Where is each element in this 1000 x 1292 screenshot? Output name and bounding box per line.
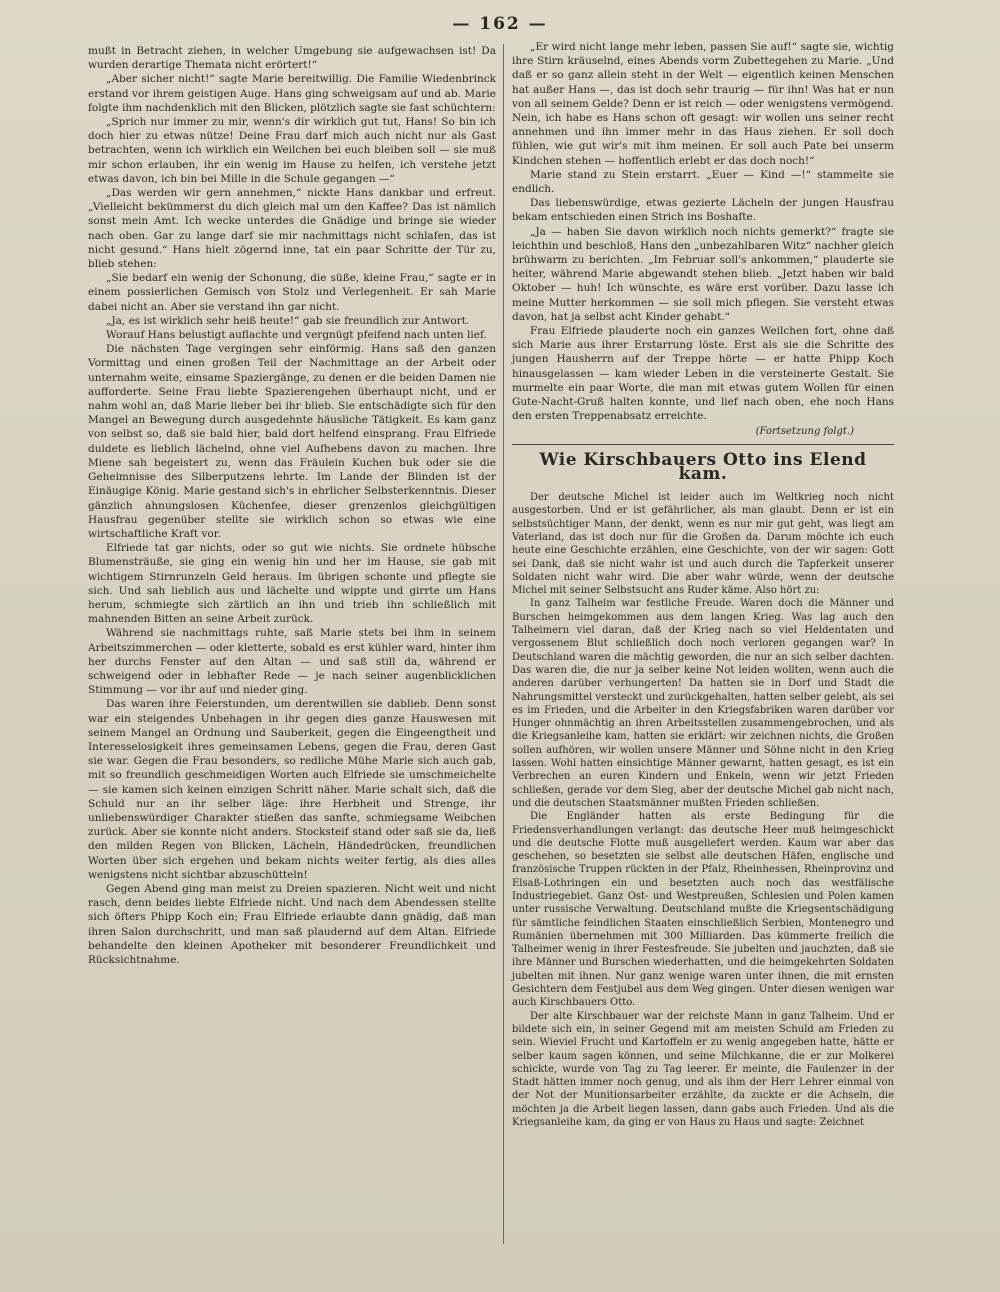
story-body <box>512 491 894 1129</box>
paragraph: „Ja, es ist wirklich sehr heiß heute!“ gab sie freundlich zur Antwort. <box>106 314 470 327</box>
page-number: — 162 — <box>452 14 548 34</box>
paragraph: „Sprich nur immer zu mir, wenn's dir wirklich gut tut, Hans! So bin ich doch hier zu etwas nütze! Deine Frau darf mich auch nicht nur als Gast betrachten, wenn ich wirklich ein Weilchen bei euch bleiben soll — sie muß mir schon erlauben, ihr ein wenig im Hause zu helfen, ich verstehe jetzt etwas davon, ich bin bei Mille in die Schule gegangen —“ <box>88 116 496 185</box>
paragraph: „Ja — haben Sie davon wirklich noch nichts gemerkt?“ fragte sie leichthin und beschloß, Hans den „unbezahlbaren Witz“ nachher gleich brühwarm zu berichten. „Im Februar soll's ankommen,“ plauderte sie heiter, während Marie abgewandt stehen blieb. „Jetzt haben wir bald Oktober — huh! Ich wünschte, es wäre erst vorüber. Dazu lasse ich meine Mutter herkommen — sie soll mich pflegen. Sie versteht etwas davon, hat ja selbst acht Kinder gehabt.“ <box>512 225 894 323</box>
paragraph: mußt in Betracht ziehen, in welcher Umgebung sie aufgewachsen ist! Da wurden derartige Themata nicht erörtert!“ <box>88 45 496 72</box>
paragraph: Der alte Kirschbauer war der reichste Mann in ganz Talheim. Und er bildete sich ein, in seiner Gegend mit am meisten Schuld am Frieden zu sein. Wieviel Frucht und Kartoffeln er zu wenig angegeben hatte, hätte er selber kaum sagen können, und seine Milchkanne, die er zur Molkerei schickte, wurde von Tag zu Tag leerer. Er meinte, die Faulenzer in der Stadt hätten immer noch genug, und als ihm der Herr Lehrer einmal von der Not der Munitionsarbeiter erzählte, da zuckte er die Achseln, die möchten ja die Arbeit liegen lassen, dann gabs auch Frieden. Und als die Kriegsanleihe kam, da ging er von Haus zu Haus und sagte: Zeichnet <box>512 1010 894 1129</box>
continuation-note: (Fortsetzung folgt.) <box>755 426 854 438</box>
paragraph: Der deutsche Michel ist leider auch im Weltkrieg noch nicht ausgestorben. Und er ist gefährlicher, als man glaubt. Denn er ist ein selbstsüchtiger Mann, der denkt, wenn es nur mir gut geht, was liegt am Vaterland, das ist doch nur für die Großen da. Darum möchte ich euch heute eine Geschichte erzählen, eine Geschichte, von der wir sagen: Gott sei Dank, daß sie nicht wahr ist und auch durch die Tapferkeit unserer Soldaten nicht wahr wird. Die aber wahr würde, wenn der deutsche Michel mit seiner Selbstsucht ans Ruder käme. Also hört zu: <box>512 492 894 597</box>
story-title: Wie Kirschbauers Otto ins Elend kam. <box>539 449 867 484</box>
paragraph: Das waren ihre Feierstunden, um derentwillen sie dablieb. Denn sonst war ein steigendes Unbehagen in ihr gegen dies ganze Hauswesen mit seinem Mangel an Ordnung und Sauberkeit, gegen die Eingeengtheit und Interesselosigkeit ihres gemeinsamen Lebens, gegen die Frau, deren Gast sie war. Gegen die Frau besonders, so redliche Mühe Marie sich auch gab, mit so freundlich geschmeidigen Worten auch Elfriede sie umschmeichelte — sie kamen sich keinen einzigen Schritt näher. Marie schalt sich, daß die Schuld nur an ihr selber läge: ihre Herbheit und Strenge, ihr unliebenswürdiger Charakter stießen das sanfte, schmiegsame Weibchen zurück. Aber sie konnte nicht anders. Stocksteif stand oder saß sie da, ließ den milden Regen von Blicken, Lächeln, Händedrücken, freundlichen Worten über sich ergehen und bekam nichts weiter fertig, als dies alles wenigstens nicht sichtbar abzuschütteln! <box>88 698 496 881</box>
paragraph: Marie stand zu Stein erstarrt. „Euer — Kind —!“ stammelte sie endlich. <box>512 168 894 196</box>
column-divider <box>503 44 504 1244</box>
paragraph: In ganz Talheim war festliche Freude. Waren doch die Männer und Burschen heimgekommen aus dem langen Krieg. Was lag auch den Talheimern viel daran, daß der Krieg nach so viel Heldentaten und vergossenem Blut schließlich doch noch verloren gegangen war? In Deutschland waren die mächtig geworden, die nur an sich selber dachten. Das waren die, die nur ja selber keine Not leiden wollten, wenn auch die anderen darüber verhungerten! Da hatten sie in Dorf und Stadt die Nahrungsmittel versteckt und zurückgehalten, hatten selber gelebt, als sei es im Frieden, und die Arbeiter in den Kriegsfabriken waren darüber vor Hunger ohnmächtig an ihren Arbeitsstellen zusammengebrochen, und als die Kriegsanleihe kam, hatten sie erklärt: wir zeichnen nichts, die Großen sollen aufhören, wir wollen unsere Männer und Söhne nicht in den Krieg lassen. Wohl hatten einsichtige Männer gewarnt, hatten gesagt, es ist ein Verbrechen an euren Kindern und Enkeln, wenn wir jetzt Frieden schließen, gerade vor dem Sieg, aber der deutsche Michel gab nicht nach, und die deutschen Staatsmänner mußten Frieden schließen. <box>512 598 894 809</box>
paragraph: Das liebenswürdige, etwas gezierte Lächeln der jungen Hausfrau bekam entschieden einen Strich ins Boshafte. <box>512 197 894 224</box>
paragraph: Die nächsten Tage vergingen sehr einförmig. Hans saß den ganzen Vormittag und einen großen Teil der Nachmittage an der Arbeit oder unternahm weite, einsame Spaziergänge, zu denen er die beiden Damen nie aufforderte. Seine Frau liebte Spazierengehen überhaupt nicht, und er nahm wohl an, daß Marie lieber bei ihr blieb. Sie entschädigte sich für den Mangel an Bewegung durch ausgedehnte häusliche Tätigkeit. Es kam ganz von selbst so, daß sie bald hier, bald dort helfend einsprang. Frau Elfriede duldete es lieblich lächelnd, ohne viel Aufhebens davon zu machen. Ihre Miene sah begeistert zu, wenn das Fräulein Kuchen buk oder sie die Geheimnisse des Silberputzens lehrte. Im Lande der Blinden ist der Einäugige König. Marie gestand sich's in ehrlicher Selbsterkenntnis. Dieser gänzlich ahnungslosen Küchenfee, dieser grenzenlos gleichgültigen Hausfrau gegenüber stellte sie wirklich schon so etwas wie eine wirtschaftliche Kraft vor. <box>88 343 496 540</box>
paragraph: Frau Elfriede plauderte noch ein ganzes Weilchen fort, ohne daß sich Marie aus ihrer Erstarrung löste. Erst als sie die Schritte des jungen Hausherrn auf der Treppe hörte — er hatte Phipp Koch hinausgelassen — kam wieder Leben in die versteinerte Gestalt. Sie murmelte ein paar Worte, die man mit etwas gutem Wollen für einen Gute-Nacht-Gruß halten konnte, und lief nach oben, ehe noch Hans den ersten Treppenabsatz erreichte. <box>512 325 894 423</box>
paragraph: Gegen Abend ging man meist zu Dreien spazieren. Nicht weit und nicht rasch, denn beides liebte Elfriede nicht. Und nach dem Abendessen stellte sich öfters Phipp Koch ein; Frau Elfriede erlaubte dann gnädig, daß man ihren Salon durchschritt, und man saß plaudernd auf dem Altan. Elfriede behandelte den kleinen Apotheker mit besonderer Freundlichkeit und Rücksichtnahme. <box>88 882 496 966</box>
left-column <box>88 44 496 967</box>
paragraph: Elfriede tat gar nichts, oder so gut wie nichts. Sie ordnete hübsche Blumensträuße, sie ging ein wenig hin und her im Hause, sie gab mit wichtigem Stirnrunzeln Geld heraus. Im übrigen schonte und pflegte sie sich. Und sah lieblich aus und lächelte und wippte und girrte um Hans herum, schmiegte sich zärtlich an ihn und trieb ihn schließlich mit mahnenden Bitten an seine Arbeit zurück. <box>88 542 496 626</box>
right-column <box>512 40 894 1129</box>
paragraph: Die Engländer hatten als erste Bedingung für die Friedensverhandlungen verlangt: das deutsche Heer muß heimgeschickt und die deutsche Flotte muß ausgeliefert werden. Kaum war aber das geschehen, so besetzten sie selbst alle deutschen Häfen, englische und französische Truppen rückten in der Pfalz, Rheinhessen, Rheinprovinz und Elsaß-Lothringen ein und besetzten auch noch das westfälische Industriegebiet. Ganz Ost- und Westpreußen, Schlesien und Polen kamen unter russische Verwaltung. Deutschland mußte die Kriegsentschädigung für sämtliche feindlichen Staaten einschließlich Serbien, Montenegro und Rumänien übernehmen mit 300 Milliarden. Das kümmerte freilich die Talheimer wenig in ihrer Festesfreude. Sie jubelten und jauchzten, daß sie ihre Männer und Burschen wiederhatten, und die heimgekehrten Soldaten jubelten mit ihnen. Nur ganz wenige waren unter ihnen, die mit ernsten Gesichtern dem Festjubel aus dem Weg gingen. Unter diesen wenigen war auch Kirschbauers Otto. <box>512 811 894 1009</box>
paragraph: „Aber sicher nicht!“ sagte Marie bereitwillig. Die Familie Wiedenbrinck erstand vor ihrem geistigen Auge. Hans ging schweigsam auf und ab. Marie folgte ihm nachdenklich mit den Blicken, plötzlich sagte sie fast schüchtern: <box>88 73 496 114</box>
paragraph: Worauf Hans belustigt auflachte und vergnügt pfeifend nach unten lief. <box>106 329 487 342</box>
paragraph: Während sie nachmittags ruhte, saß Marie stets bei ihm in seinem Arbeitszimmerchen — oder kletterte, sobald es erst kühler ward, hinter ihm her durchs Fenster auf den Altan — und saß still da, während er schweigend oder in lebhafter Rede — je nach seiner augenblicklichen Stimmung — vor ihr auf und nieder ging. <box>88 627 496 697</box>
section-rule <box>512 444 894 445</box>
paragraph: „Er wird nicht lange mehr leben, passen Sie auf!“ sagte sie, wichtig ihre Stirn kräuselnd, eines Abends vorm Zubettegehen zu Marie. „Und daß er so ganz allein steht in der Welt — eigentlich keinen Menschen hat außer Hans —, das ist doch sehr traurig — für ihn! Was hat er nun von all seinem Gelde? Denn er ist reich — oder wenigstens vermögend. Nein, ich habe es Hans schon oft gesagt: wir wollen uns seiner recht annehmen und ihn immer mehr in das Haus ziehen. Er soll doch fühlen, wie gut wir's mit ihm meinen. Er soll auch Pate bei unserm Kindchen stehen — hoffentlich erlebt er das doch noch!“ <box>512 41 894 167</box>
paragraph: „Sie bedarf ein wenig der Schonung, die süße, kleine Frau,“ sagte er in einem possierlichen Gemisch von Stolz und Verlegenheit. Er sah Marie dabei nicht an. Aber sie verstand ihn gar nicht. <box>88 272 496 313</box>
paragraph: „Das werden wir gern annehmen,“ nickte Hans dankbar und erfreut. „Vielleicht bekümmerst du dich gleich mal um den Kaffee? Das ist nämlich sonst mein Amt. Ich wecke unterdes die Gnädige und bringe sie wieder nach oben. Gar zu lange darf sie mir nachmittags nicht schlafen, das ist nicht gesund.“ Hans hielt zögernd inne, tat ein paar Schritte der Tür zu, blieb stehen: <box>88 187 496 271</box>
